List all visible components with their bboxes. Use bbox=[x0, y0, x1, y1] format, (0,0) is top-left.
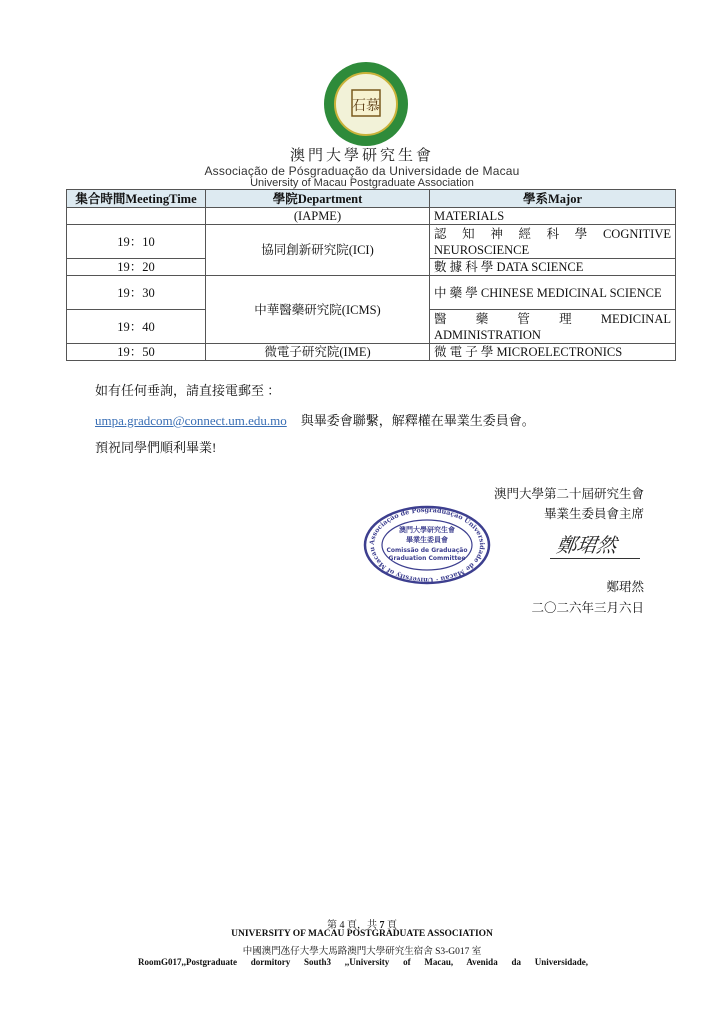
cell-major: 微 電 子 學 MICROELECTRONICS bbox=[430, 344, 676, 361]
cell-department: 微電子研究院(IME) bbox=[206, 344, 430, 361]
cell-time: 19：10 bbox=[67, 225, 206, 259]
cell-major: 認 知 神 經 科 學 COGNITIVE NEUROSCIENCE bbox=[430, 225, 676, 259]
table-row bbox=[67, 225, 676, 259]
signature-text: 鄭珺然 bbox=[555, 533, 619, 557]
cell-major: 醫 藥 管 理 MEDICINAL ADMINISTRATION bbox=[430, 310, 676, 344]
contact-text: 與畢委會聯繫，解釋權在畢業生委員會。 bbox=[300, 413, 535, 428]
signoff-org: 澳門大學第二十屆研究生會 bbox=[493, 487, 644, 501]
signoff-date: 二〇二六年三月六日 bbox=[531, 601, 644, 615]
schedule-table bbox=[66, 189, 676, 361]
table-row bbox=[67, 344, 676, 361]
seal-line4: Graduation Committee bbox=[388, 555, 466, 562]
seal-line1: 澳門大學研究生會 bbox=[399, 526, 455, 534]
seal-ring-text: Associação de Pósgraduação Universidade de Macau · University of Macau bbox=[367, 505, 487, 585]
svg-text:Associação de Pósgraduação Uni bbox=[362, 505, 486, 584]
committee-seal bbox=[362, 505, 492, 585]
org-name-zh: 澳門大學研究生會 bbox=[289, 146, 434, 164]
org-name-en: University of Macau Postgraduate Association bbox=[250, 177, 474, 189]
cell-department: 中華醫藥研究院(ICMS) bbox=[206, 276, 430, 344]
header-department: 學院Department bbox=[206, 190, 430, 208]
table-row bbox=[67, 208, 676, 225]
signature-line bbox=[550, 558, 640, 559]
email-link[interactable]: umpa.gradcom@connect.um.edu.mo bbox=[95, 413, 287, 428]
header-meeting-time: 集合時間MeetingTime bbox=[67, 190, 206, 208]
wishes-text: 預祝同學們順利畢業! bbox=[95, 440, 217, 455]
table-header-row bbox=[67, 190, 676, 208]
association-logo bbox=[322, 60, 410, 148]
inquiry-text: 如有任何垂詢，請直接電郵至 ： bbox=[95, 383, 281, 398]
signoff-name: 鄭珺然 bbox=[606, 580, 644, 594]
cell-time bbox=[67, 208, 206, 225]
logo-text: 石慕 bbox=[352, 98, 380, 114]
footer-association: UNIVERSITY OF MACAU POSTGRADUATE ASSOCIATION bbox=[231, 929, 493, 939]
seal-line3: Comissão de Graduação bbox=[386, 547, 468, 554]
cell-department: (IAPME) bbox=[206, 208, 430, 225]
seal-line2: 畢業生委員會 bbox=[406, 536, 448, 544]
cell-time: 19：40 bbox=[67, 310, 206, 344]
table-row bbox=[67, 276, 676, 310]
cell-major: 數 據 科 學 DATA SCIENCE bbox=[430, 259, 676, 276]
footer-address-en: RoomG017,,Postgraduate dormitory South3 ,,University of Macau, Avenida da Universidade, bbox=[138, 957, 588, 967]
cell-major: MATERIALS bbox=[430, 208, 676, 225]
footer-address-zh: 中國澳門氹仔大學大馬路澳門大學研究生宿舍 S3-G017 室 bbox=[242, 947, 482, 957]
cell-time: 19：30 bbox=[67, 276, 206, 310]
signoff-role: 畢業生委員會主席 bbox=[543, 507, 644, 521]
org-name-pt: Associação de Pósgraduação da Universidade de Macau bbox=[204, 164, 520, 178]
cell-time: 19：50 bbox=[67, 344, 206, 361]
page-number: 第 4 頁，共 7 頁 bbox=[327, 920, 397, 931]
header-major: 學系Major bbox=[430, 190, 676, 208]
handwritten-signature bbox=[555, 528, 635, 562]
cell-time: 19：20 bbox=[67, 259, 206, 276]
contact-line bbox=[95, 410, 535, 429]
cell-department: 協同創新研究院(ICI) bbox=[206, 225, 430, 276]
cell-major: 中 藥 學 CHINESE MEDICINAL SCIENCE bbox=[430, 276, 676, 310]
